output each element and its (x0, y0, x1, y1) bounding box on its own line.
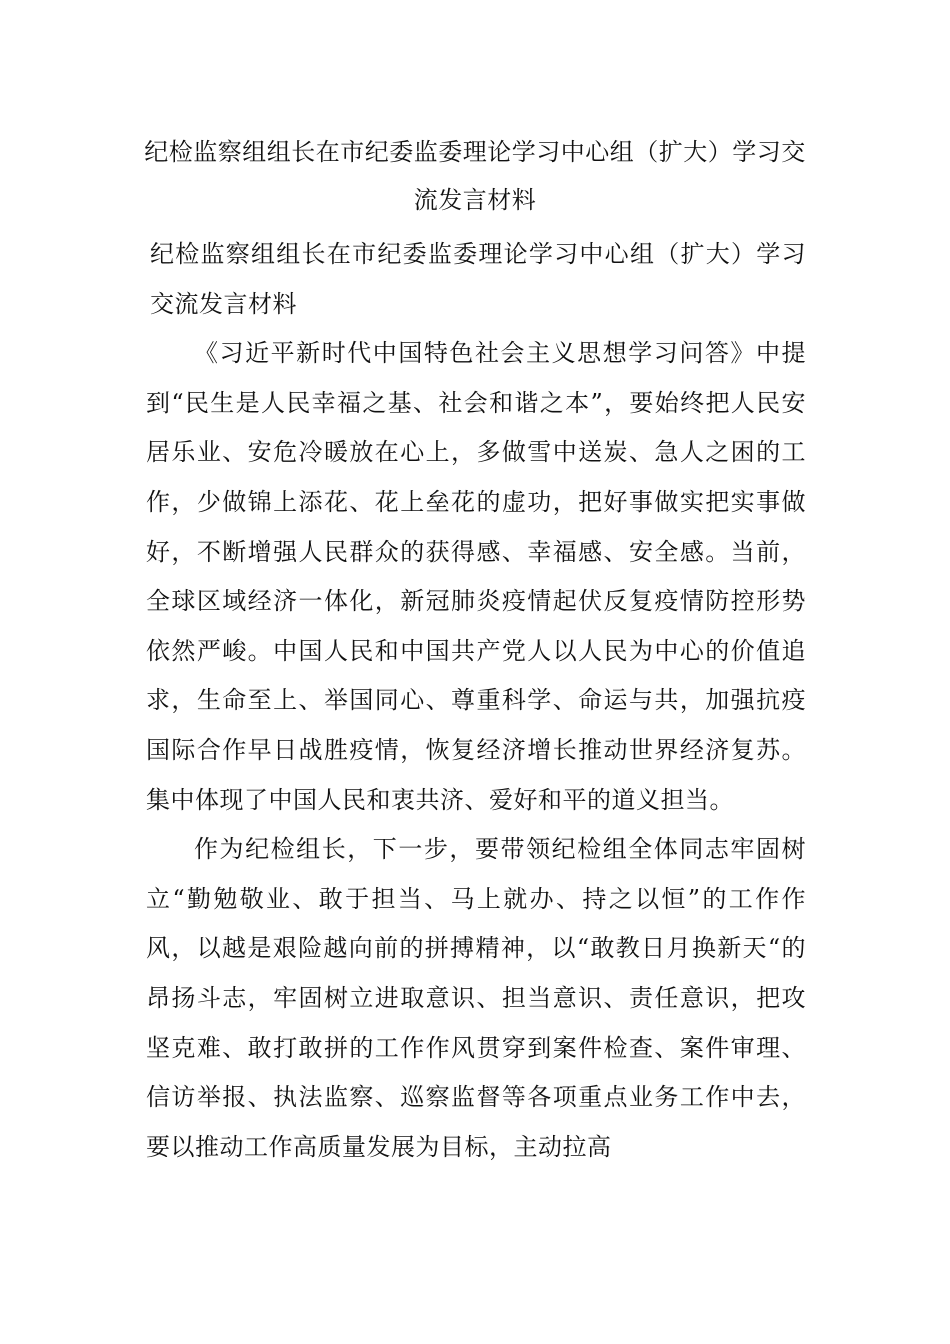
document-title: 纪检监察组组长在市纪委监委理论学习中心组（扩大）学习交流发言材料 (144, 138, 806, 214)
repeated-heading: 纪检监察组组长在市纪委监委理论学习中心组（扩大）学习交流发言材料 (150, 240, 806, 318)
paragraph-2: 作为纪检组长，下一步，要带领纪检组全体同志牢固树立“勤勉敬业、敢于担当、马上就办、持之以恒”的工作作风，以越是艰险越向前的拼搏精神，以“敢教日月换新天“的昂扬斗志，牢固树立进取意识、担当意识、责任意识，把攻坚克难、敢打敢拼的工作作风贯穿到案件检查、案件审理、信访举报、执法监察、巡察监督等各项重点业务工作中去，要以推动工作高质量发展为目标，主动拉高 (146, 835, 806, 1161)
document-body (146, 230, 806, 1172)
paragraph-1: 《习近平新时代中国特色社会主义思想学习问答》中提到“民生是人民幸福之基、社会和谐之本”，要始终把人民安居乐业、安危冷暖放在心上，多做雪中送炭、急人之困的工作，少做锦上添花、花上垒花的虚功，把好事做实把实事做好，不断增强人民群众的获得感、幸福感、安全感。当前，全球区域经济一体化，新冠肺炎疫情起伏反复疫情防控形势依然严峻。中国人民和中国共产党人以人民为中心的价值追求，生命至上、举国同心、尊重科学、命运与共，加强抗疫国际合作早日战胜疫情，恢复经济增长推动世界经济复苏。集中体现了中国人民和衷共济、爱好和平的道义担当。 (146, 339, 806, 814)
